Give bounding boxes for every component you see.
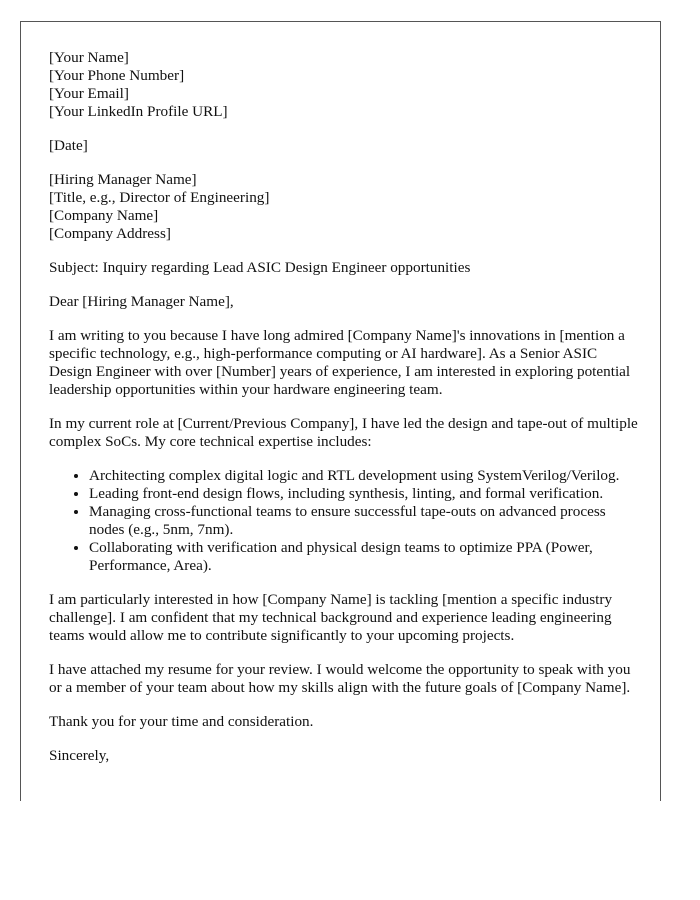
closing: Sincerely, (49, 747, 110, 764)
sender-linkedin: [Your LinkedIn Profile URL] (49, 103, 228, 120)
recipient-block (49, 171, 639, 243)
experience-paragraph: In my current role at [Current/Previous Company], I have led the design and tape-out of multiple complex SoCs. My core technical expertise includes: (49, 415, 638, 450)
letter-body (49, 49, 639, 765)
letter-date: [Date] (49, 137, 88, 154)
recipient-name: [Hiring Manager Name] (49, 171, 197, 188)
date-block (49, 137, 639, 155)
salutation: Dear [Hiring Manager Name], (49, 293, 234, 310)
letter-page (20, 21, 661, 801)
sender-phone: [Your Phone Number] (49, 67, 185, 84)
list-item: • Collaborating with verification and physical design teams to optimize PPA (Power, Performance, Area). (89, 539, 639, 575)
attachment-paragraph: I have attached my resume for your review. I would welcome the opportunity to speak with you or a member of your team about how my skills align with the future goals of [Company Name]. (49, 661, 631, 696)
sender-name: [Your Name] (49, 49, 129, 66)
thanks-paragraph: Thank you for your time and consideration. (49, 713, 314, 730)
sender-email: [Your Email] (49, 85, 129, 102)
list-item: • Architecting complex digital logic and RTL development using SystemVerilog/Verilog. (89, 467, 639, 485)
recipient-title: [Title, e.g., Director of Engineering] (49, 189, 270, 206)
list-item: • Leading front-end design flows, including synthesis, linting, and formal verification. (89, 485, 639, 503)
recipient-company: [Company Name] (49, 207, 159, 224)
interest-paragraph: I am particularly interested in how [Company Name] is tackling [mention a specific industry challenge]. I am confident that my technical background and experience leading engineering teams would allow me to contribute significantly to your upcoming projects. (49, 591, 613, 644)
intro-paragraph: I am writing to you because I have long admired [Company Name]'s innovations in [mention a specific technology, e.g., high-performance computing or AI hardware]. As a Senior ASIC Design Engineer with over [Number] years of experience, I am interested in exploring potential leadership opportunities within your hardware engineering team. (49, 327, 631, 398)
recipient-address: [Company Address] (49, 225, 171, 242)
expertise-list (49, 467, 639, 575)
subject-line: Subject: Inquiry regarding Lead ASIC Design Engineer opportunities (49, 259, 471, 276)
sender-block (49, 49, 639, 121)
list-item: • Managing cross-functional teams to ensure successful tape-outs on advanced process nodes (e.g., 5nm, 7nm). (89, 503, 639, 539)
